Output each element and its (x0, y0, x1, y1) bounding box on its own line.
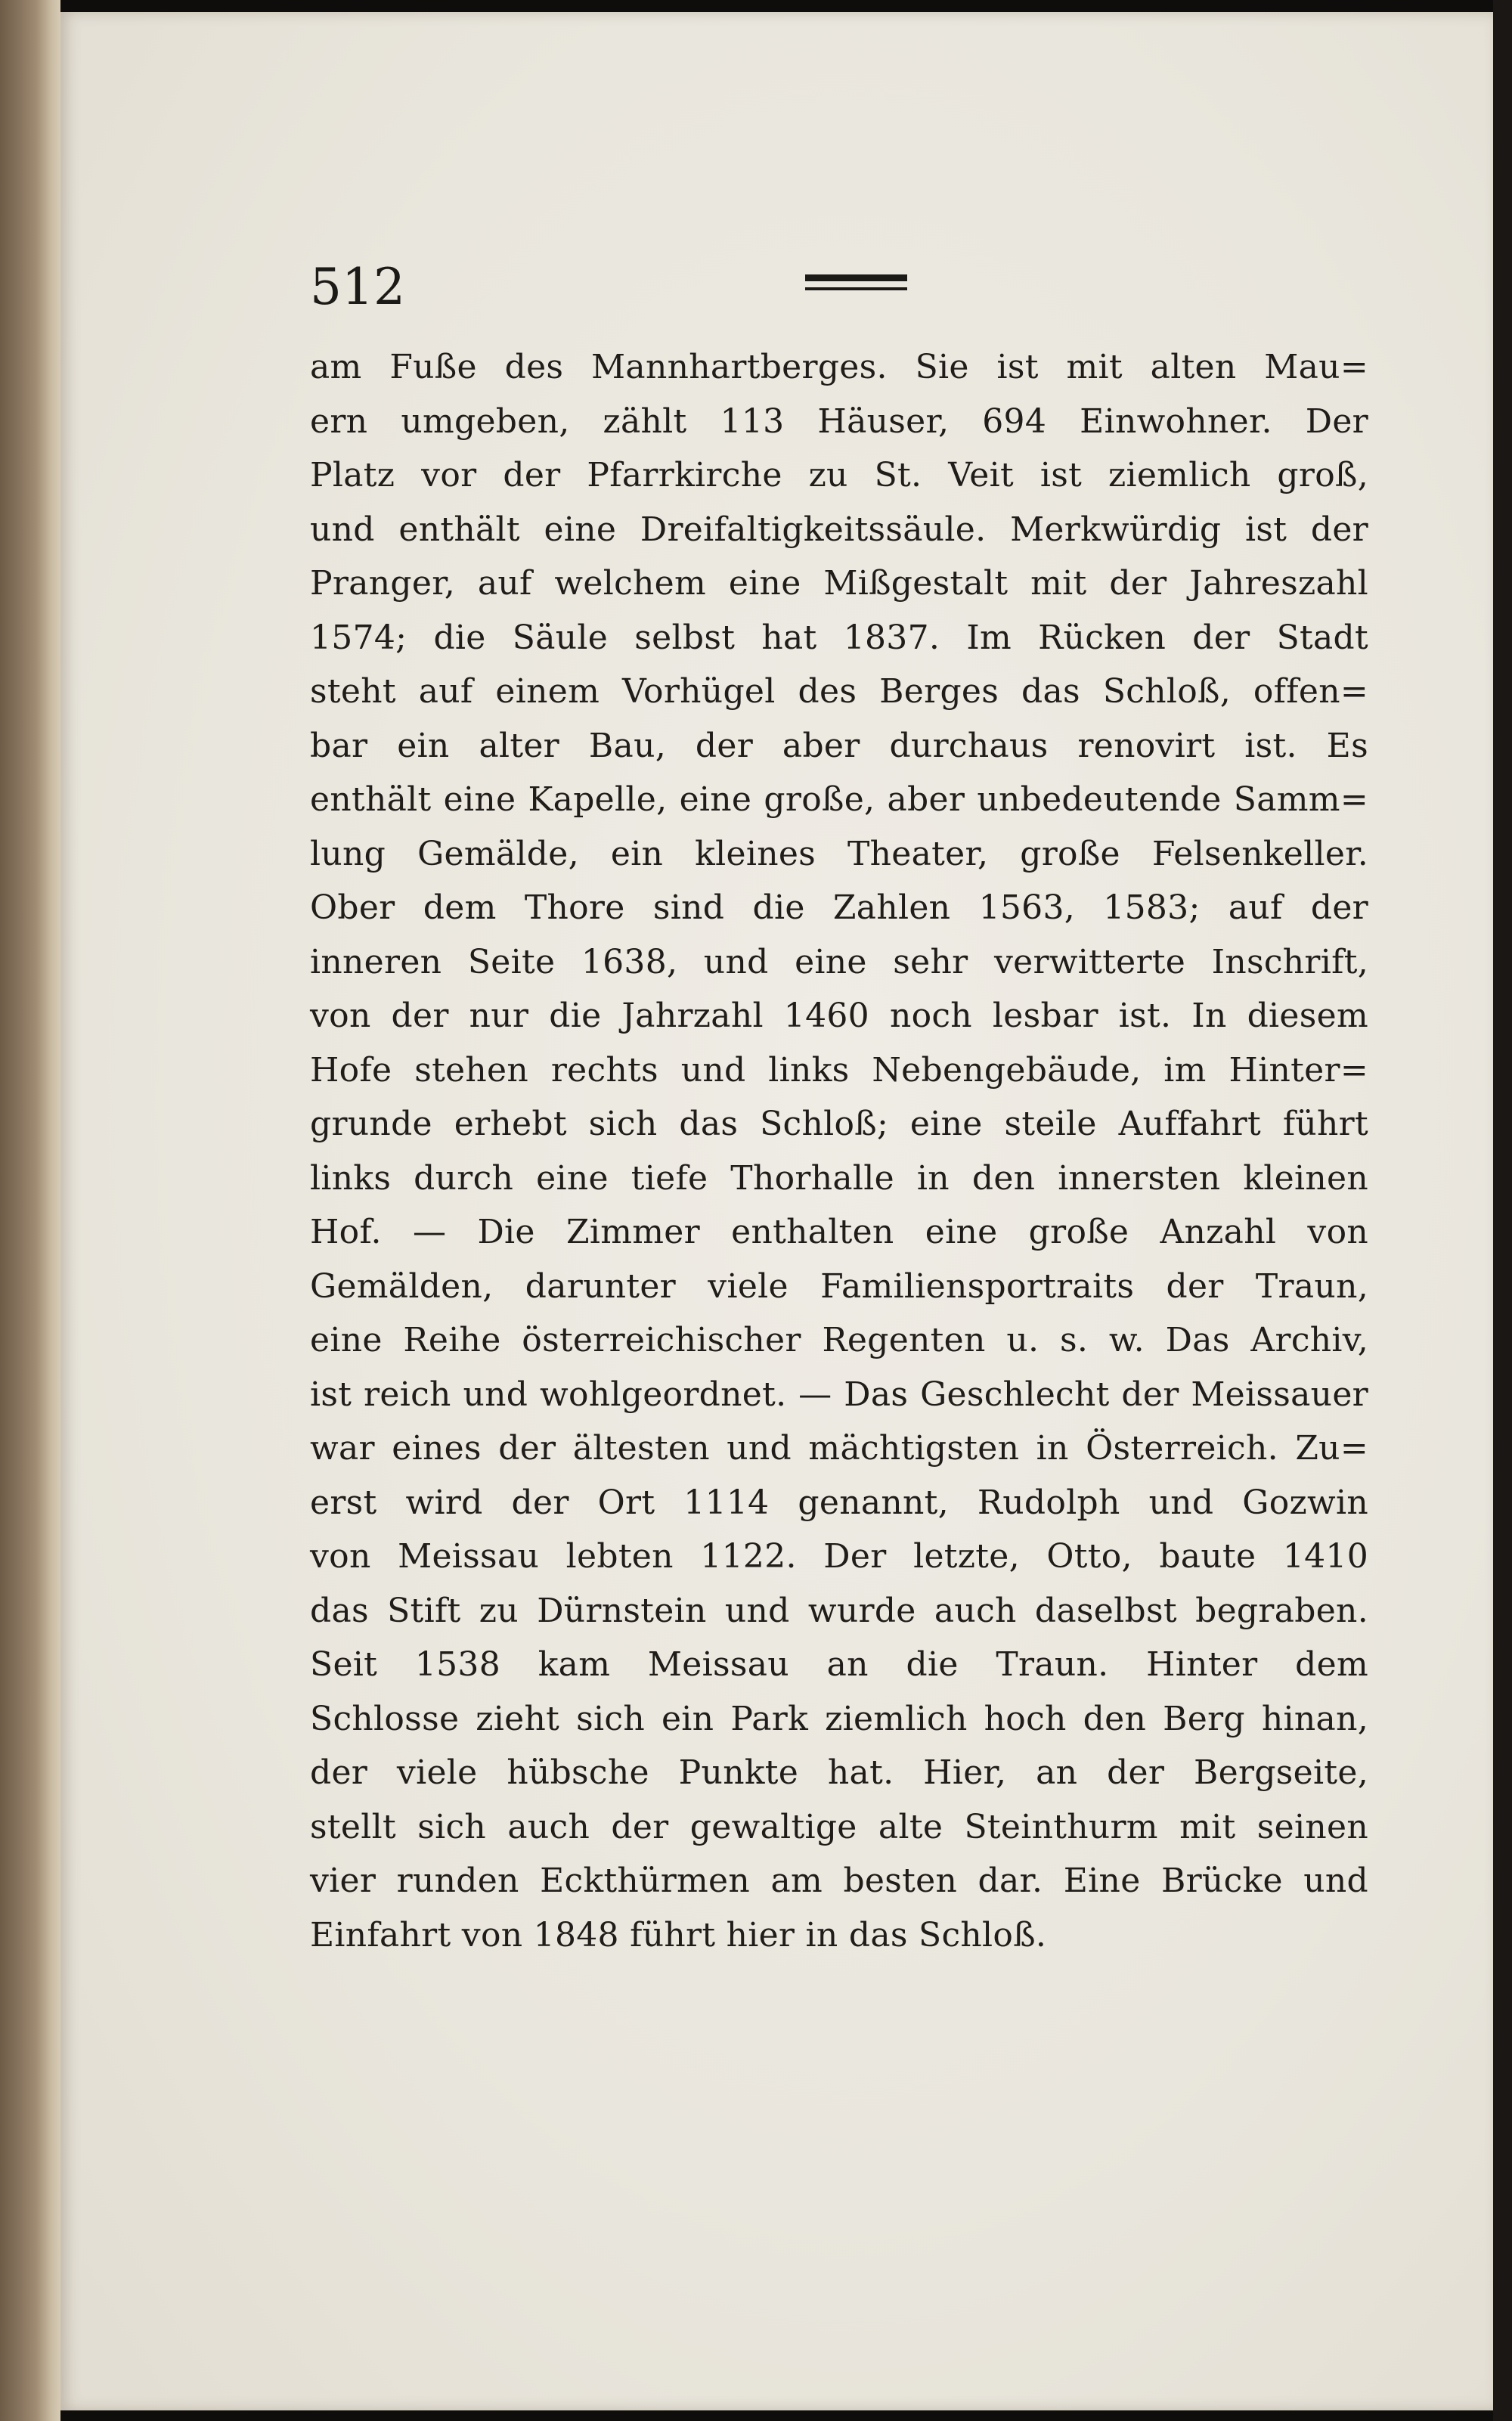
text-line: von Meissau lebten 1122. Der letzte, Otto, baute 1410 (310, 1537, 1368, 1576)
text-line: ist reich und wohlgeordnet. — Das Geschlecht der Meissauer (310, 1375, 1368, 1414)
page-header (310, 253, 1368, 321)
text-line: eine Reihe österreichischer Regenten u. s. w. Das Archiv, (310, 1321, 1368, 1359)
text-line: 1574; die Säule selbst hat 1837. Im Rücken der Stadt (310, 618, 1368, 657)
text-line: und enthält eine Dreifaltigkeitssäule. Merkwürdig ist der (310, 510, 1368, 549)
text-line: erst wird der Ort 1114 genannt, Rudolph und Gozwin (310, 1483, 1368, 1522)
text-line: stellt sich auch der gewaltige alte Steinthurm mit seinen (310, 1807, 1368, 1846)
body-text (310, 340, 1368, 1962)
text-line: Gemälden, darunter viele Familiensportraits der Traun, (310, 1266, 1368, 1306)
text-line: grunde erhebt sich das Schloß; eine steile Auffahrt führt (310, 1105, 1368, 1143)
text-line: Einfahrt von 1848 führt hier in das Schloß. (310, 1915, 1047, 1954)
text-line: Platz vor der Pfarrkirche zu St. Veit ist ziemlich groß, (310, 456, 1368, 494)
text-line: vier runden Eckthürmen am besten dar. Eine Brücke und (310, 1861, 1368, 1900)
header-rule-thin (805, 287, 907, 290)
text-line: von der nur die Jahrzahl 1460 noch lesbar ist. In diesem (310, 997, 1368, 1035)
text-line: am Fuße des Mannhartberges. Sie ist mit alten Mau= (310, 348, 1368, 386)
text-line: Schlosse zieht sich ein Park ziemlich hoch den Berg hinan, (310, 1699, 1368, 1738)
scan-border (1493, 0, 1512, 2421)
text-line: Hofe stehen rechts und links Nebengebäude, im Hinter= (310, 1050, 1368, 1090)
text-line: der viele hübsche Punkte hat. Hier, an der Bergseite, (310, 1753, 1368, 1792)
text-line: das Stift zu Dürnstein und wurde auch daselbst begraben. (310, 1591, 1368, 1630)
text-line: inneren Seite 1638, und eine sehr verwitterte Inschrift, (310, 942, 1368, 981)
text-line: war eines der ältesten und mächtigsten in Österreich. Zu= (310, 1429, 1368, 1468)
text-line: lung Gemälde, ein kleines Theater, große Felsenkeller. (310, 834, 1368, 873)
header-rule-thick (805, 274, 907, 281)
text-line: enthält eine Kapelle, eine große, aber unbedeutende Samm= (310, 780, 1368, 819)
text-line: links durch eine tiefe Thorhalle in den innersten kleinen (310, 1158, 1368, 1198)
text-line: Seit 1538 kam Meissau an die Traun. Hinter dem (310, 1645, 1368, 1684)
text-line: steht auf einem Vorhügel des Berges das Schloß, offen= (310, 672, 1368, 711)
text-line: Ober dem Thore sind die Zahlen 1563, 1583; auf der (310, 888, 1368, 927)
text-line: Pranger, auf welchem eine Mißgestalt mit der Jahreszahl (310, 564, 1368, 603)
page-number: 512 (310, 258, 405, 316)
text-line: bar ein alter Bau, der aber durchaus renovirt ist. Es (310, 726, 1368, 765)
book-spine-edge (0, 0, 60, 2421)
text-line: ern umgeben, zählt 113 Häuser, 694 Einwohner. Der (310, 401, 1368, 441)
text-line: Hof. — Die Zimmer enthalten eine große Anzahl von (310, 1213, 1368, 1251)
